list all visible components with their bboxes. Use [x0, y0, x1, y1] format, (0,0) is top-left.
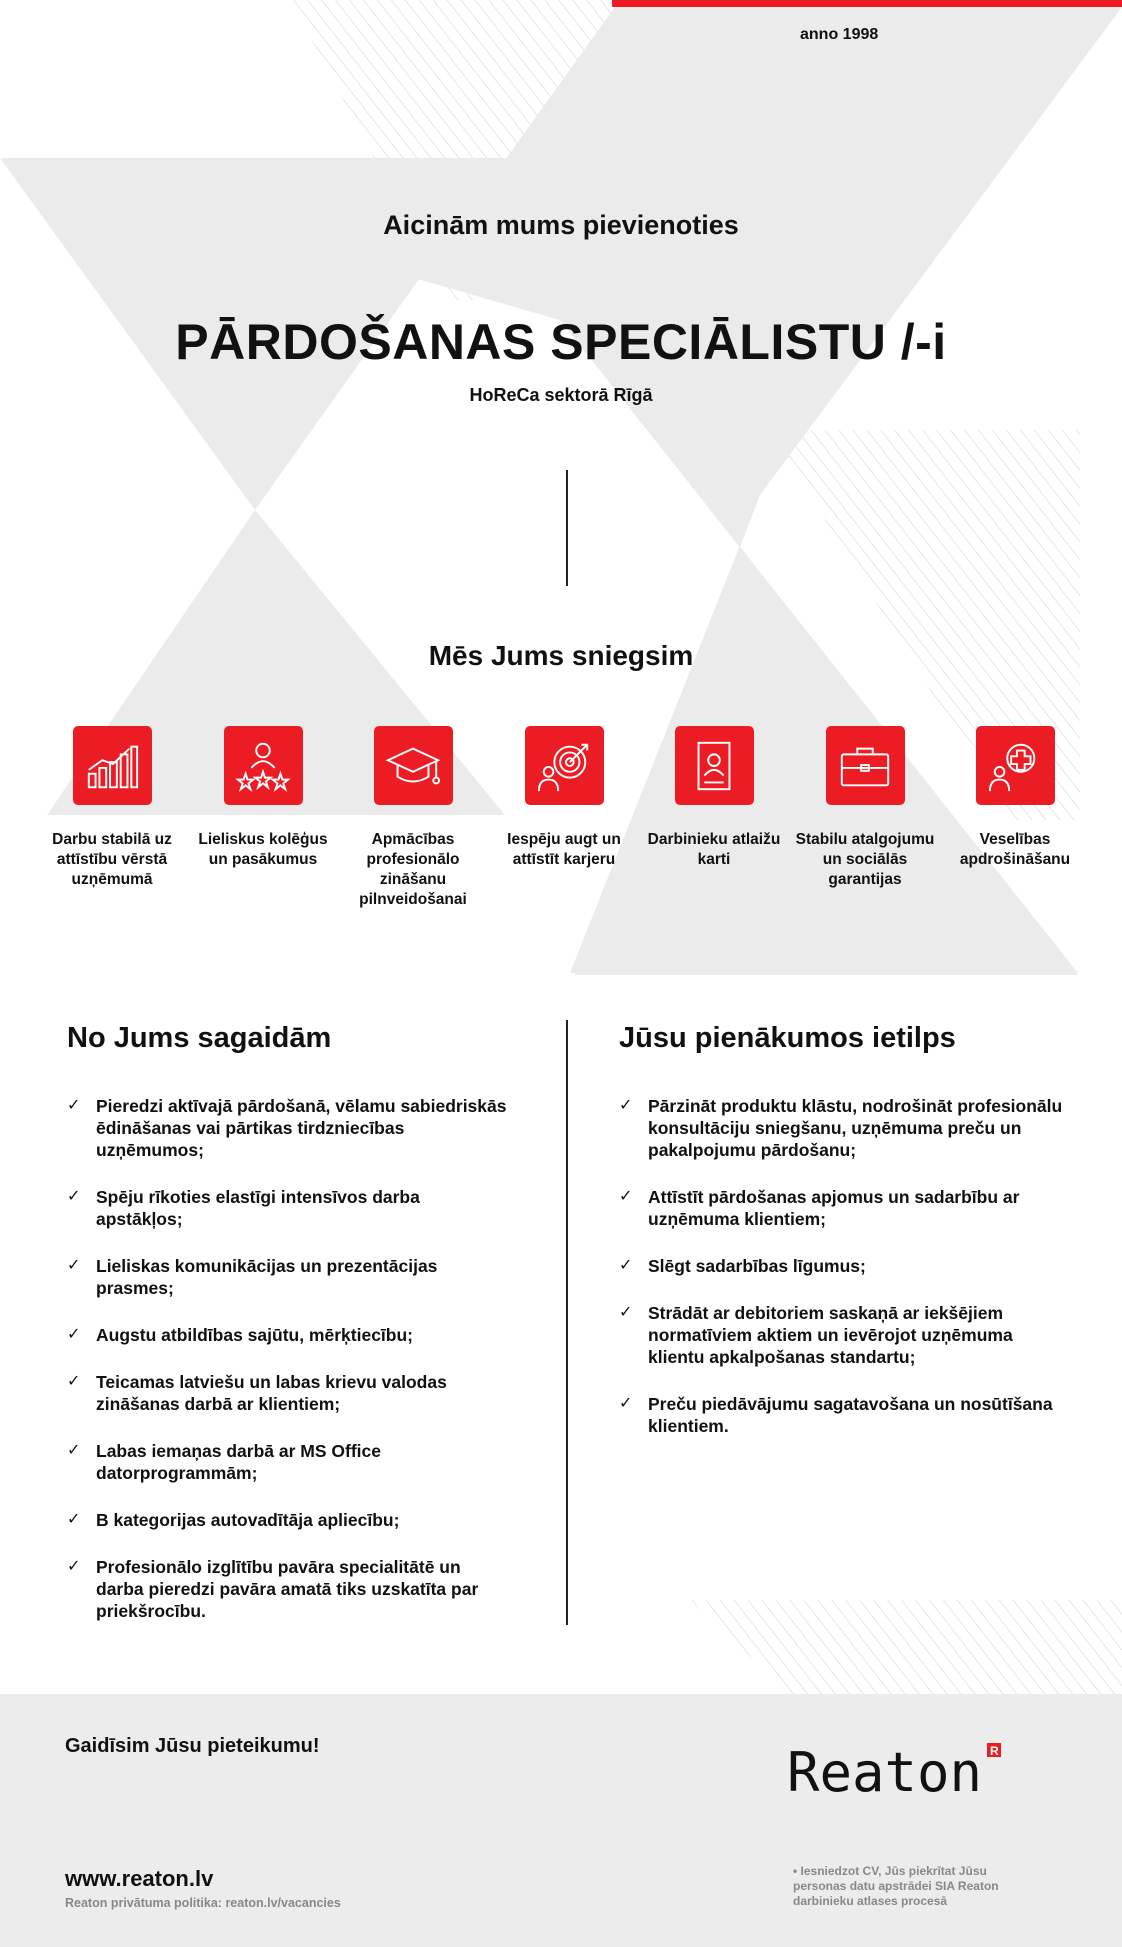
check-icon: ✓ [67, 1097, 81, 1114]
benefit-label: Veselības apdrošināšanu [959, 831, 1071, 868]
benefit-item [790, 726, 940, 890]
list-item [67, 1324, 507, 1346]
offer-heading: Mēs Jums sniegsim [428, 640, 694, 671]
list-item [619, 1255, 1069, 1277]
duties-list [619, 1095, 1069, 1437]
list-item [619, 1186, 1069, 1230]
check-icon: ✓ [67, 1188, 81, 1205]
list-item [67, 1509, 507, 1531]
list-item [67, 1440, 507, 1484]
benefit-item [639, 726, 789, 870]
check-icon: ✓ [619, 1097, 633, 1114]
website-link[interactable]: www.reaton.lv [65, 1866, 214, 1891]
list-item [619, 1302, 1069, 1368]
list-item-text: Teicamas latviešu un labas krievu valodas zināšanas darbā ar klientiem; [96, 1372, 447, 1414]
health-insurance-icon [976, 726, 1055, 805]
list-item [67, 1186, 507, 1230]
list-item-text: Lieliskas komunikācijas un prezentācijas prasmes; [96, 1256, 438, 1298]
requirements-list [67, 1095, 507, 1622]
reaton-logo[interactable] [785, 1737, 1005, 1799]
benefit-item [338, 726, 488, 910]
consent-notice: • Iesniedzot CV, Jūs piekrītat Jūsu personas datu apstrādei SIA Reaton darbinieku atlases procesā [793, 1864, 999, 1908]
list-item [67, 1556, 507, 1622]
logo-badge-letter: R [990, 1744, 999, 1758]
growth-chart-icon [73, 726, 152, 805]
check-icon: ✓ [619, 1257, 633, 1274]
list-item-text: Strādāt ar debitoriem saskaņā ar iekšējiem normatīviem aktiem un ievērojot uzņēmuma klientu apkalpošanas standartu; [648, 1303, 1013, 1367]
check-icon: ✓ [619, 1304, 633, 1321]
benefit-label: Iespēju augt un attīstīt karjeru [507, 831, 621, 868]
check-icon: ✓ [67, 1558, 81, 1575]
list-item [619, 1095, 1069, 1161]
list-item [67, 1095, 507, 1161]
benefit-item [489, 726, 639, 870]
duties-section [619, 1022, 1069, 1462]
benefit-label: Apmācības profesionālo zināšanu pilnveidošanai [359, 831, 467, 908]
career-target-icon [525, 726, 604, 805]
list-item-text: Profesionālo izglītību pavāra specialitātē un darba pieredzi pavāra amatā tiks uzskatīta par priekšrocību. [96, 1557, 479, 1621]
list-item [619, 1393, 1069, 1437]
job-subtitle: HoReCa sektorā Rīgā [469, 385, 653, 405]
requirements-section [67, 1022, 507, 1647]
duties-heading: Jūsu pienākumos ietilps [619, 1022, 956, 1054]
briefcase-icon [826, 726, 905, 805]
benefit-label: Stabilu atalgojumu un sociālās garantijas [795, 831, 935, 888]
list-item-text: B kategorijas autovadītāja apliecību; [96, 1510, 400, 1530]
founded-year: anno 1998 [800, 26, 879, 43]
list-item [67, 1371, 507, 1415]
check-icon: ✓ [619, 1188, 633, 1205]
list-item-text: Spēju rīkoties elastīgi intensīvos darba apstākļos; [96, 1187, 420, 1229]
list-item-text: Attīstīt pārdošanas apjomus un sadarbību ar uzņēmuma klientiem; [648, 1187, 1020, 1229]
benefit-label: Darbinieku atlaižu karti [647, 831, 781, 868]
check-icon: ✓ [619, 1395, 633, 1412]
list-item [67, 1255, 507, 1299]
graduation-cap-icon [374, 726, 453, 805]
check-icon: ✓ [67, 1326, 81, 1343]
benefit-item [37, 726, 187, 890]
benefit-item [188, 726, 338, 870]
divider-line [566, 470, 568, 586]
await-application-text: Gaidīsim Jūsu pieteikumu! [65, 1735, 320, 1757]
employee-card-icon [675, 726, 754, 805]
list-item-text: Augstu atbildības sajūtu, mērķtiecību; [96, 1325, 413, 1345]
check-icon: ✓ [67, 1442, 81, 1459]
check-icon: ✓ [67, 1257, 81, 1274]
check-icon: ✓ [67, 1511, 81, 1528]
list-item-text: Labas iemaņas darbā ar MS Office datorprogrammām; [96, 1441, 381, 1483]
list-item-text: Slēgt sadarbības līgumus; [648, 1256, 866, 1276]
requirements-heading: No Jums sagaidām [67, 1022, 332, 1054]
check-icon: ✓ [67, 1373, 81, 1390]
privacy-policy-link[interactable]: Reaton privātuma politika: reaton.lv/vacancies [65, 1896, 341, 1910]
team-stars-icon [224, 726, 303, 805]
logo-wordmark: Reaton [787, 1741, 983, 1799]
list-item-text: Pārzināt produktu klāstu, nodrošināt profesionālu konsultāciju sniegšanu, uzņēmuma preču un pakalpojumu pārdošanu; [648, 1096, 1063, 1160]
invite-heading: Aicinām mums pievienoties [383, 210, 739, 240]
list-item-text: Preču piedāvājumu sagatavošana un nosūtīšana klientiem. [648, 1394, 1053, 1436]
benefit-label: Lieliskus kolēģus un pasākumus [198, 831, 328, 868]
column-divider [566, 1020, 568, 1625]
job-title: PĀRDOŠANAS SPECIĀLISTU /-i [175, 314, 947, 370]
benefit-label: Darbu stabilā uz attīstību vērstā uzņēmumā [52, 831, 172, 888]
benefit-item [940, 726, 1090, 870]
list-item-text: Pieredzi aktīvajā pārdošanā, vēlamu sabiedriskās ēdināšanas vai pārtikas tirdzniecības uzņēmumos; [96, 1096, 507, 1160]
